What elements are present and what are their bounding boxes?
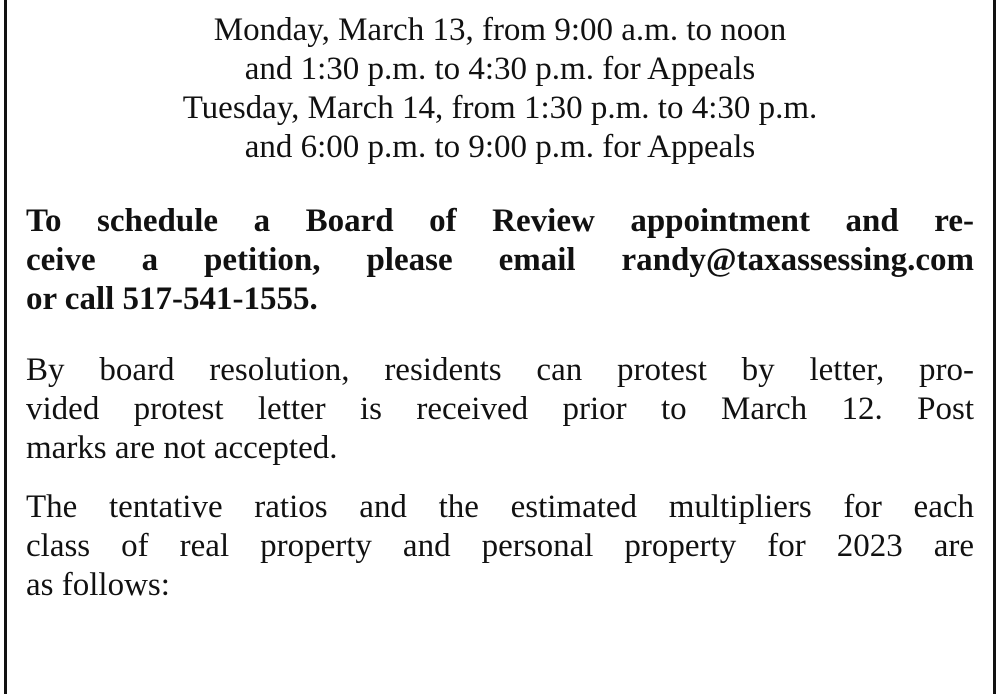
appointment-line: or call 517-541-1555. — [26, 281, 318, 317]
appointment-line: ceive a petition, please email randy@taxassessing.com — [26, 242, 974, 278]
protest-line: By board resolution, residents can protest by letter, pro- — [26, 352, 974, 388]
schedule-line: and 6:00 p.m. to 9:00 p.m. for Appeals — [244, 129, 756, 165]
protest-line: marks are not accepted. — [26, 430, 338, 466]
ratios-paragraph — [26, 488, 974, 605]
protest-paragraph — [26, 351, 974, 468]
protest-line: vided protest letter is received prior to March 12. Post — [26, 391, 974, 427]
schedule-line: Monday, March 13, from 9:00 a.m. to noon — [213, 12, 787, 48]
ratios-line: class of real property and personal property for 2023 are — [26, 528, 974, 564]
schedule-line: Tuesday, March 14, from 1:30 p.m. to 4:30 p.m. — [182, 90, 818, 126]
ratios-line: The tentative ratios and the estimated multipliers for each — [26, 489, 974, 525]
appointment-line: To schedule a Board of Review appointment and re- — [26, 203, 974, 239]
cut-off-line — [26, 0, 974, 11]
notice-body — [26, 0, 974, 605]
meeting-schedule — [26, 0, 974, 167]
appointment-notice — [26, 202, 974, 319]
schedule-line: and 1:30 p.m. to 4:30 p.m. for Appeals — [244, 51, 756, 87]
ratios-line: as follows: — [26, 567, 170, 603]
